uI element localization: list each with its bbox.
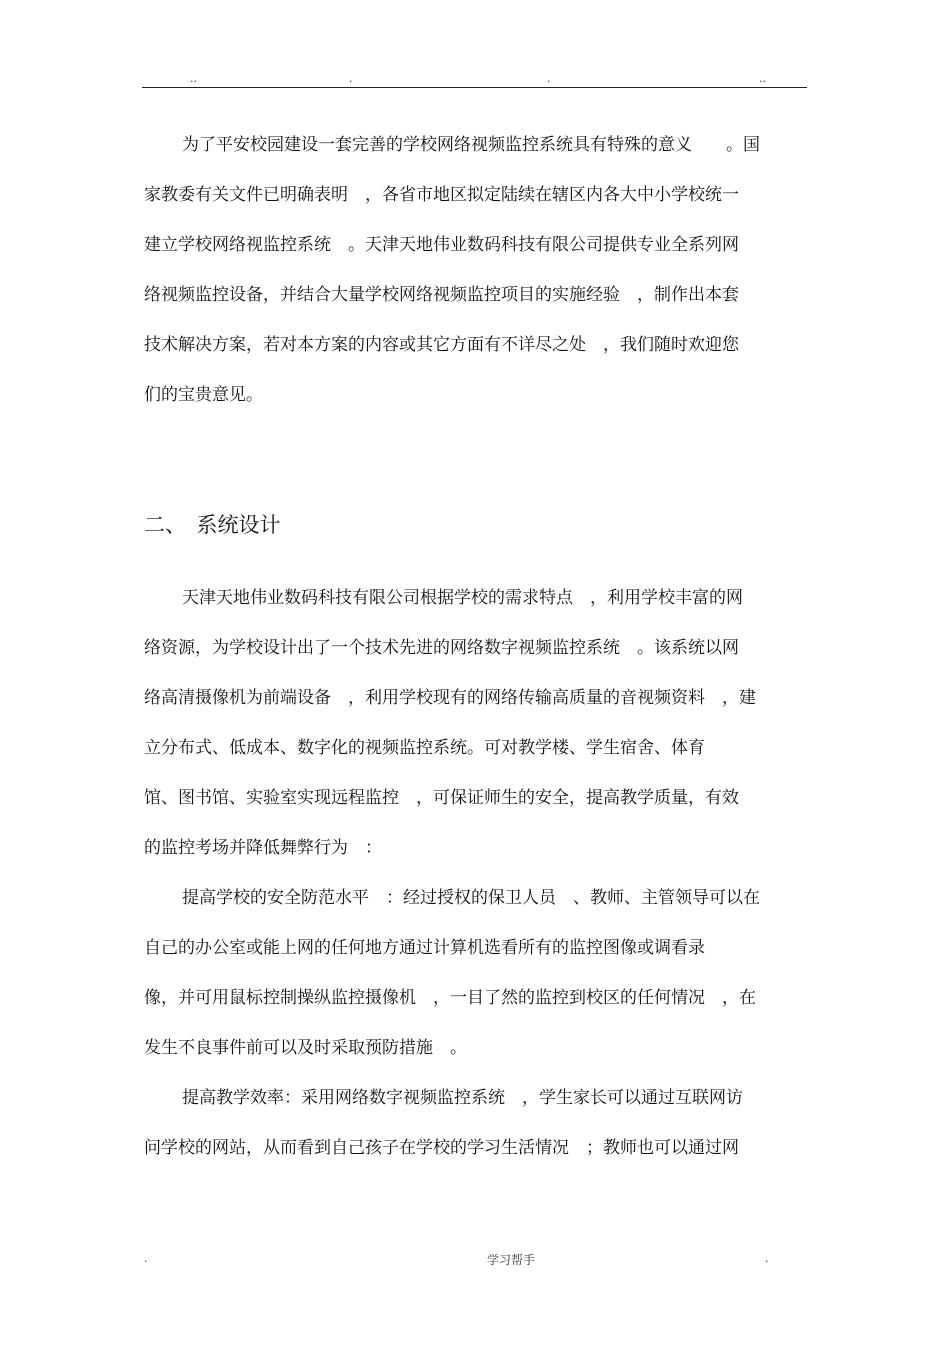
header-mark-3: . xyxy=(547,72,551,85)
paragraph-line: 天津天地伟业数码科技有限公司根据学校的需求特点 ，利用学校丰富的网 xyxy=(182,588,743,608)
intro-line: 家教委有关文件已明确表明 ，各省市地区拟定陆续在辖区内各大中小学校统一 xyxy=(144,185,739,205)
paragraph-line: 像，并可用鼠标控制操纵监控摄像机 ，一目了然的监控到校区的任何情况 ，在 xyxy=(144,988,756,1008)
paragraph-line: 的监控考场并降低舞弊行为 ： xyxy=(144,838,382,858)
intro-line: 建立学校网络视监控系统 。天津天地伟业数码科技有限公司提供专业全系列网 xyxy=(144,235,739,255)
intro-line: 们的宝贵意见。 xyxy=(144,385,263,405)
intro-line: 技术解决方案，若对本方案的内容或其它方面有不详尽之处 ，我们随时欢迎您 xyxy=(144,335,739,355)
paragraph-line: 自己的办公室或能上网的任何地方通过计算机选看所有的监控图像或调看录 xyxy=(144,938,705,958)
paragraph-line: 提高教学效率：采用网络数字视频监控系统 ，学生家长可以通过互联网访 xyxy=(182,1088,743,1108)
paragraph-line: 立分布式、低成本、数字化的视频监控系统。可对教学楼、学生宿舍、体育 xyxy=(144,738,705,758)
footer-left-mark: . xyxy=(144,1252,148,1265)
header-rule xyxy=(142,87,807,88)
footer-label: 学习帮手 xyxy=(487,1253,536,1267)
header-mark-2: . xyxy=(349,72,353,85)
intro-line: 为了平安校园建设一套完善的学校网络视频监控系统具有特殊的意义 。国 xyxy=(182,135,760,155)
paragraph-line: 发生不良事件前可以及时采取预防措施 。 xyxy=(144,1038,467,1058)
paragraph-line: 馆、图书馆、实验室实现远程监控 ，可保证师生的安全，提高教学质量，有效 xyxy=(144,788,739,808)
header-mark-4: .. xyxy=(759,72,766,85)
paragraph-line: 络资源，为学校设计出了一个技术先进的网络数字视频监控系统 。该系统以网 xyxy=(144,638,739,658)
paragraph-line: 提高学校的安全防范水平 ：经过授权的保卫人员 、教师、主管领导可以在 xyxy=(182,888,760,908)
footer-right-mark: . xyxy=(765,1252,769,1265)
paragraph-line: 问学校的网站，从而看到自己孩子在学校的学习生活情况 ；教师也可以通过网 xyxy=(144,1138,739,1158)
paragraph-line: 络高清摄像机为前端设备 ，利用学校现有的网络传输高质量的音视频资料 ，建 xyxy=(144,688,756,708)
section-heading: 二、 系统设计 xyxy=(144,513,281,537)
intro-line: 络视频监控设备，并结合大量学校网络视频监控项目的实施经验 ，制作出本套 xyxy=(144,285,739,305)
header-mark-1: .. xyxy=(190,72,197,85)
